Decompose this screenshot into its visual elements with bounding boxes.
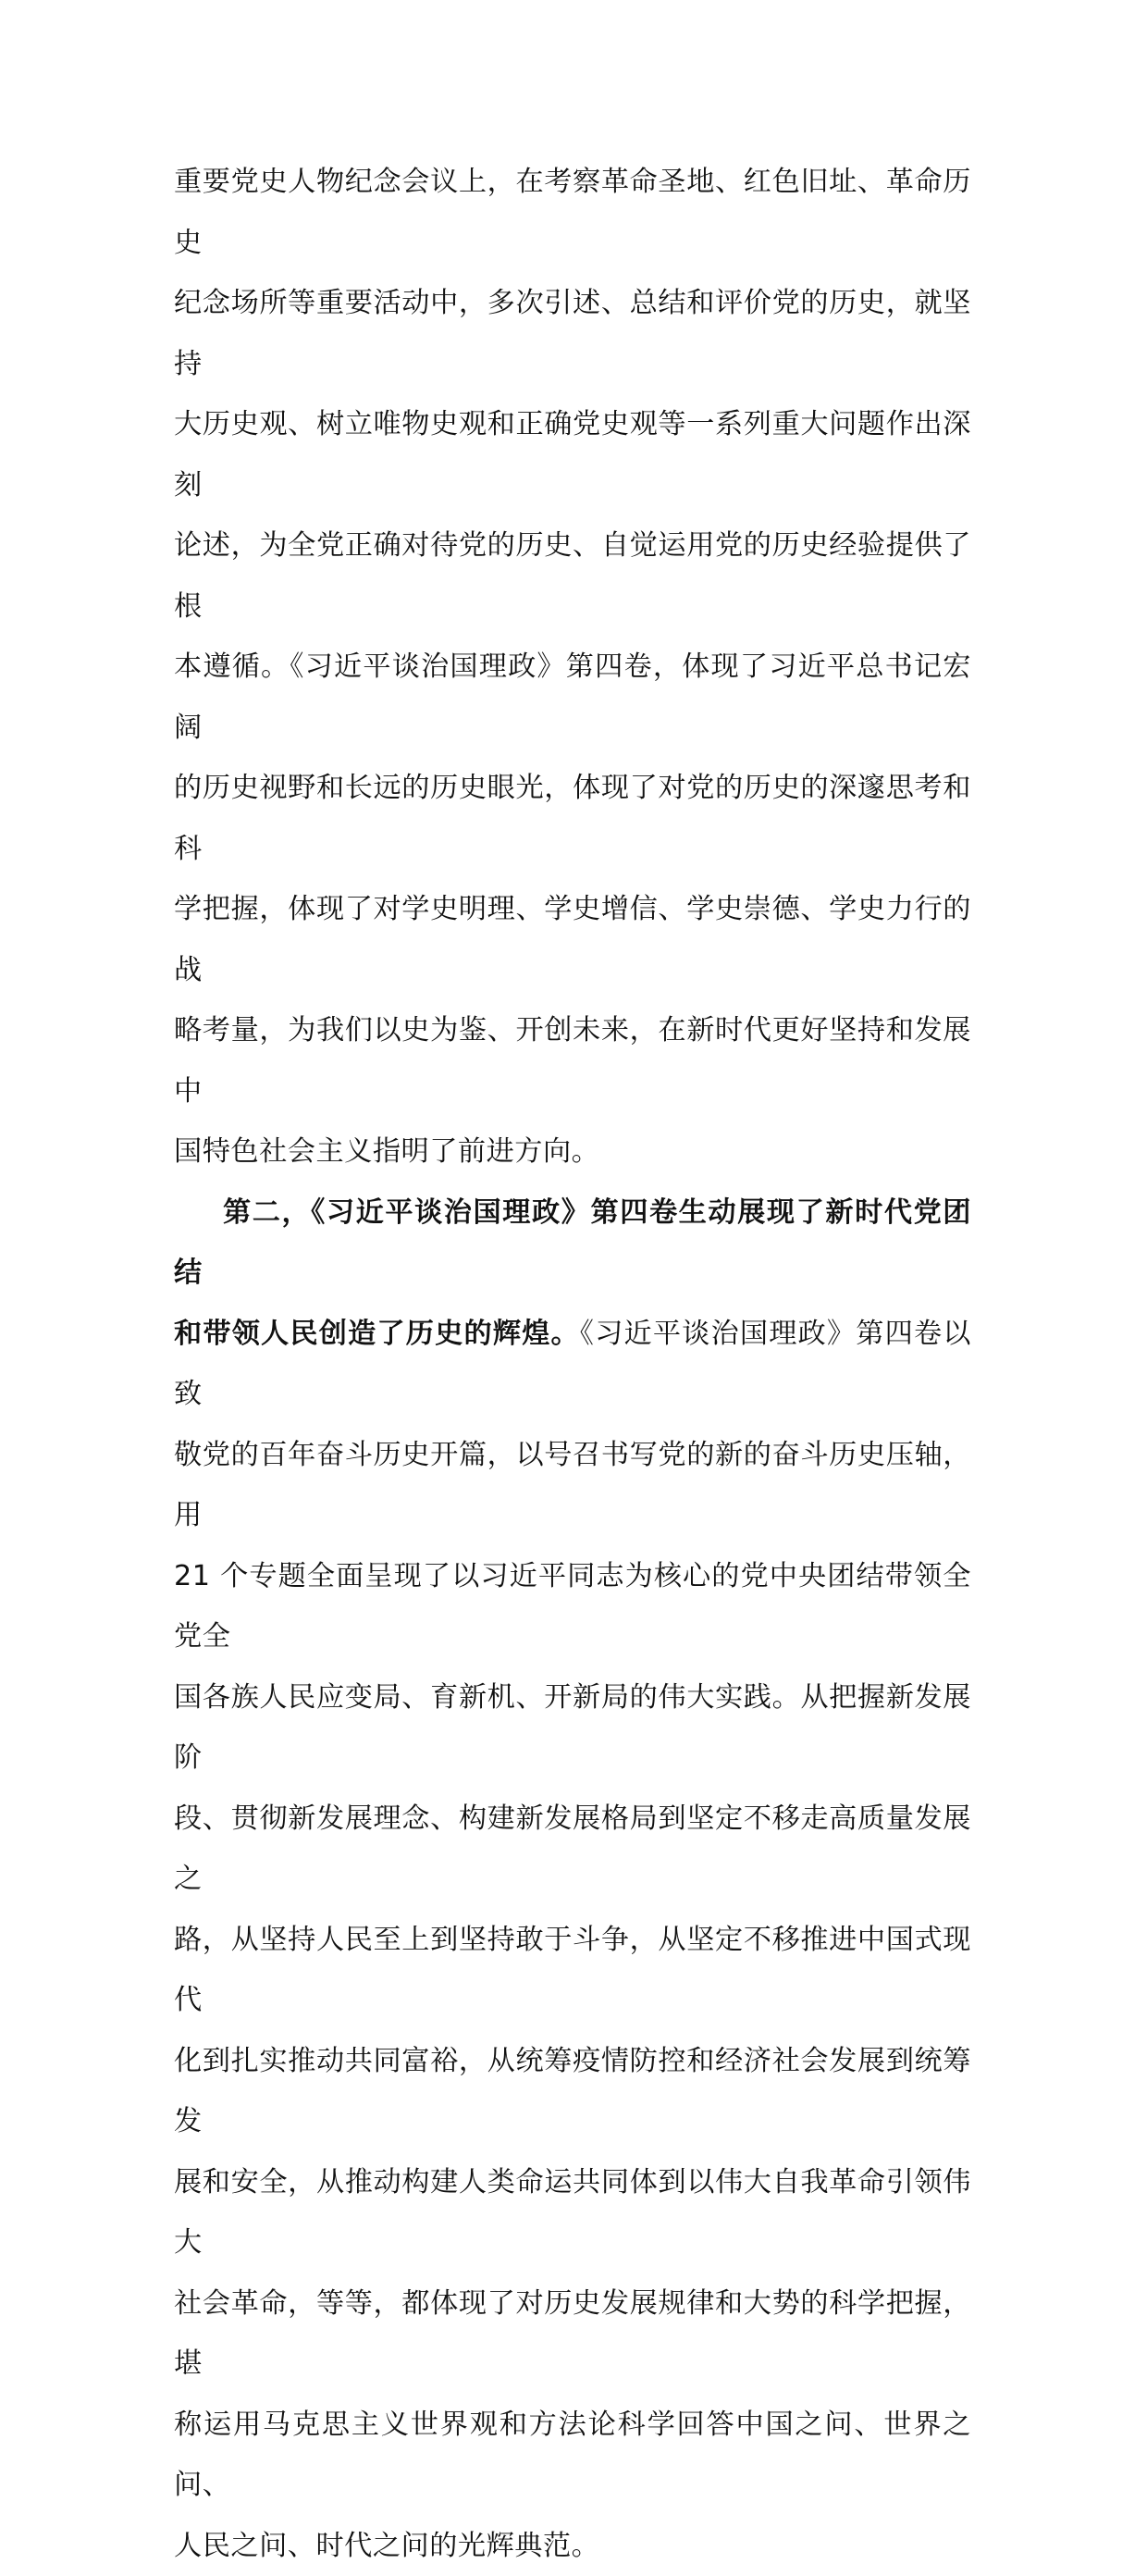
document-body	[174, 152, 971, 2576]
paragraph-2	[174, 1183, 971, 2576]
paragraph-2-lead: 第二，《习近平谈治国理政》第四卷生动展现了新时代党团结 和带领人民创造了历史的辉煌。	[174, 1196, 971, 1350]
paragraph-2-body: 《习近平谈治国理政》第四卷以致 敬党的百年奋斗历史开篇，以号召书写党的新的奋斗历史压轴，用 21 个专题全面呈现了以习近平同志为核心的党中央团结带领全党全 国各族人民应变局、育新机、开新局的伟大实践。从把握新发展阶 段、贯彻新发展理念、构建新发展格局到坚定不移走高质量发展之 路，从坚持人民至上到坚持敢于斗争，从坚定不移推进中国式现代 化到扎实推动共同富裕，从统筹疫情防控和经济社会发展到统筹发 展和安全，从推动构建人类命运共同体到以伟大自我革命引领伟大 社会革命，等等，都体现了对历史发展规律和大势的科学把握，堪 称运用马克思主义世界观和方法论科学回答中国之问、世界之问、 人民之问、时代之问的光辉典范。	[174, 1318, 971, 2562]
paragraph-1: 重要党史人物纪念会议上，在考察革命圣地、红色旧址、革命历史 纪念场所等重要活动中，多次引述、总结和评价党的历史，就坚持 大历史观、树立唯物史观和正确党史观等一系列重大问题作出深刻 论述，为全党正确对待党的历史、自觉运用党的历史经验提供了根 本遵循。《习近平谈治国理政》第四卷，体现了习近平总书记宏阔 的历史视野和长远的历史眼光，体现了对党的历史的深邃思考和科 学把握，体现了对学史明理、学史增信、学史崇德、学史力行的战 略考量，为我们以史为鉴、开创未来，在新时代更好坚持和发展中 国特色社会主义指明了前进方向。	[174, 152, 971, 1183]
